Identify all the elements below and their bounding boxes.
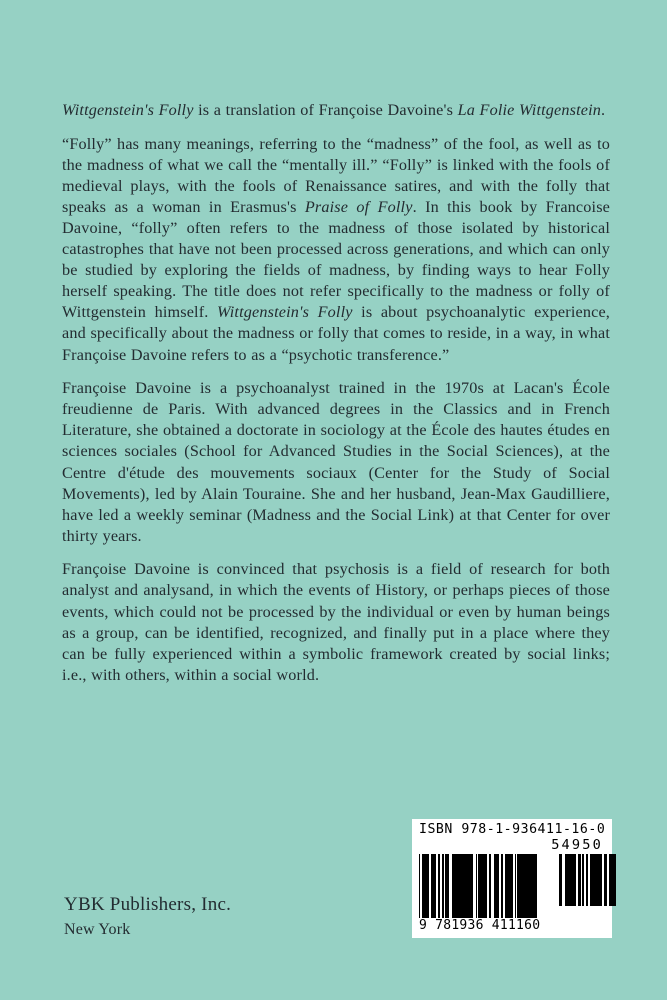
barcode-bars-row xyxy=(419,854,605,918)
isbn-number-label: ISBN 978-1-936411-16-0 xyxy=(419,822,606,837)
blurb-paragraph-3 xyxy=(62,378,610,547)
text-run: is a translation of Françoise Davoine's xyxy=(193,101,458,119)
publisher-imprint xyxy=(64,892,231,940)
blurb-paragraph-2 xyxy=(62,134,610,366)
text-run: . xyxy=(601,101,606,119)
text-run: Françoise Davoine is convinced that psychosis is a field of research for both analyst and analysand, in which the events of History, or perhaps pieces of those events, which could not be processed by the individual or even by human beings as a group, can be identified, recognized, and finally put in a place where they can be fully experienced within a symbolic framework created by social links; i.e., with others, within a social world. xyxy=(62,560,610,684)
text-run: Françoise Davoine is a psychoanalyst trained in the 1970s at Lacan's École freudienne de Paris. With advanced degrees in the Classics and in French Literature, she obtained a doctorate in sociology at the École des hautes études en sciences sociales (School for Advanced Studies in the Social Sciences), at the Centre d'étude des mouvements sociaux (Center for the Study of Social Movements), led by Alain Touraine. She and her husband, Jean-Max Gaudilliere, have led a weekly seminar (Madness and the Social Link) at that Center for over thirty years. xyxy=(62,379,610,545)
italic-title-run: Wittgenstein's Folly xyxy=(62,101,194,119)
price-code-label: 54950 xyxy=(551,836,603,853)
text-run: “Folly” has many meanings, referring to the “madness” of the fool, as well as to the madness of what we call the “mentally ill.” “Folly” is linked with the fools of medieval plays, with the fools of Renaissance satires, and with the folly that speaks as a woman in Erasmus's xyxy=(62,134,610,216)
ean13-bars xyxy=(419,854,551,918)
text-run: is about psychoanalytic experience, and specifically about the madness or folly that comes to reside, in a way, in what Françoise Davoine refers to as a “psychotic transference.” xyxy=(62,303,610,364)
italic-title-run: Wittgenstein's Folly xyxy=(217,303,353,322)
italic-title-run: La Folie Wittgenstein xyxy=(457,101,602,119)
ean5-addon-bars xyxy=(559,854,618,906)
publisher-name: YBK Publishers, Inc. xyxy=(64,894,232,915)
ean-digits-label: 9 781936 411160 xyxy=(419,918,541,934)
isbn-barcode-panel xyxy=(412,819,612,938)
italic-title-run: Praise of Folly xyxy=(304,197,413,216)
blurb-paragraph-4 xyxy=(62,559,610,686)
blurb-text-block xyxy=(62,100,610,686)
text-run: . In this book by Francoise Davoine, “folly” often refers to the madness of those isolated by historical catastrophes that have not been processed across generations, and which can only be studied by exploring the fields of madness, by finding ways to hear Folly herself speaking. The title does not refer specifically to the madness or folly of Wittgenstein himself. xyxy=(62,197,611,322)
blurb-paragraph-1 xyxy=(62,100,610,121)
publisher-city: New York xyxy=(64,921,131,939)
